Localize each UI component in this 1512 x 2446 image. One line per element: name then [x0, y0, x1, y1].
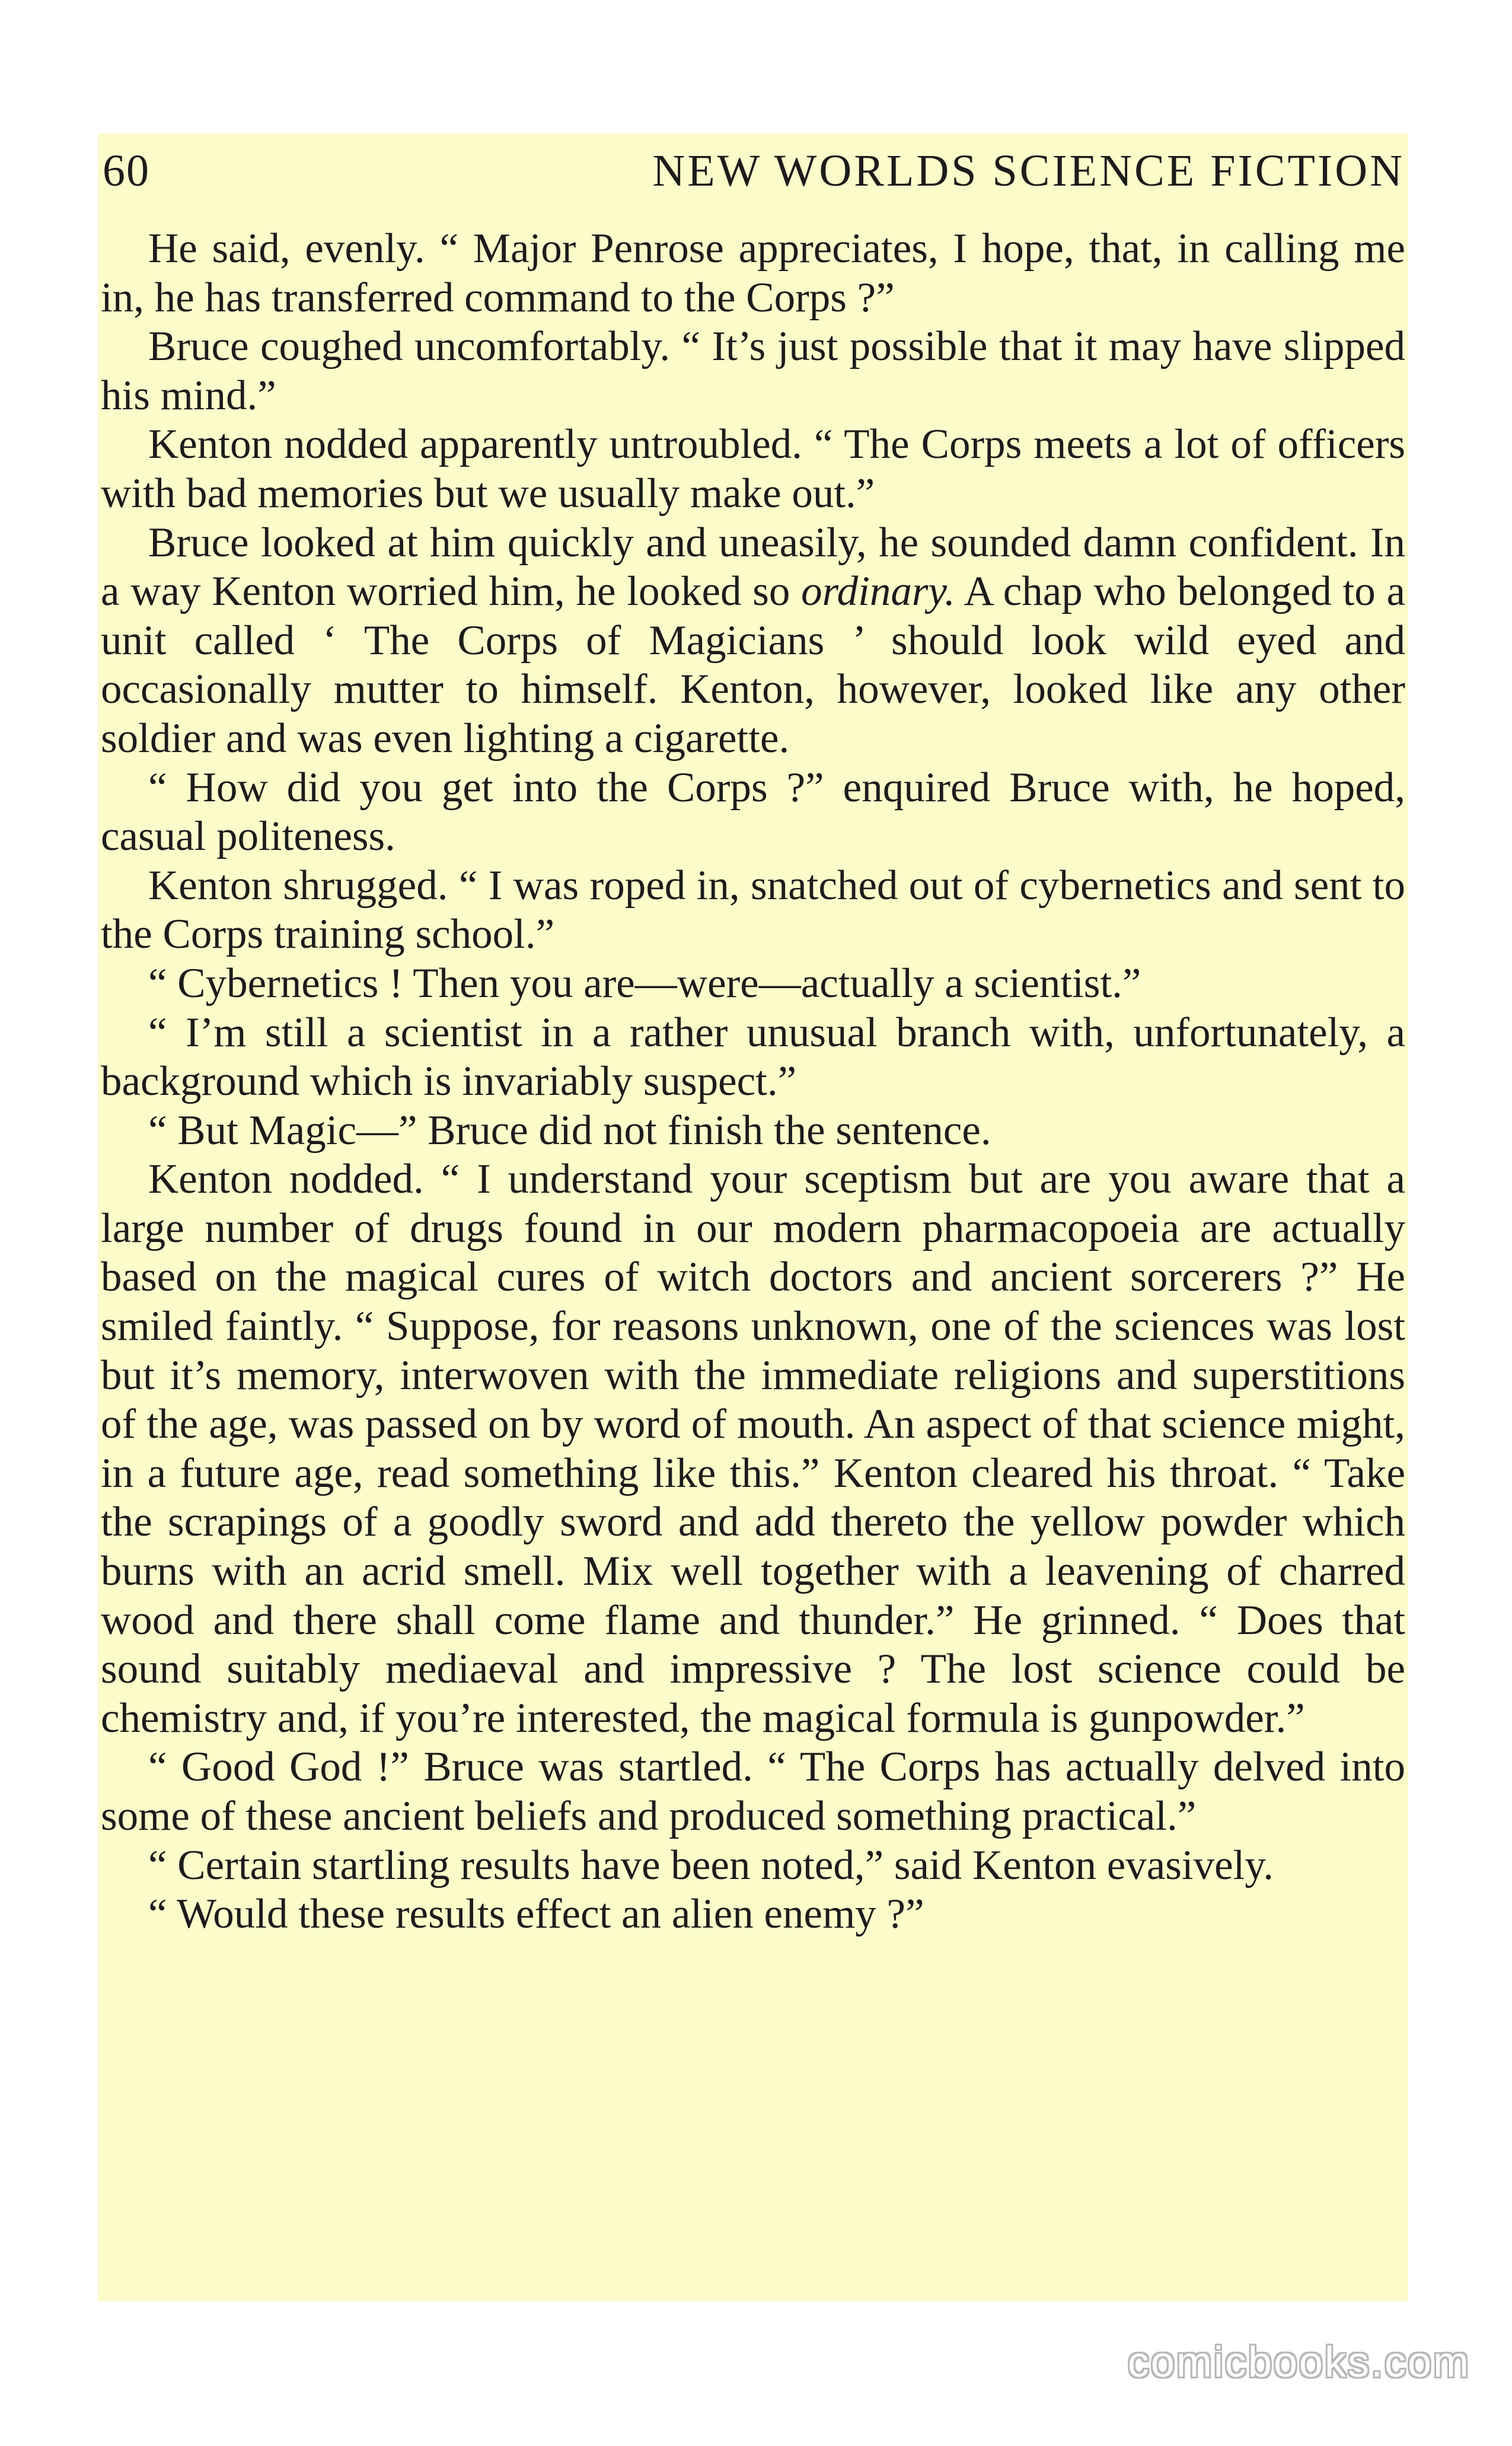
- paragraph: “ But Magic—” Bruce did not finish the sentence.: [148, 1107, 991, 1154]
- paragraph: “ Would these results effect an alien enemy ?”: [148, 1891, 924, 1938]
- paragraph: “ Certain startling results have been noted,” said Kenton evasively.: [148, 1842, 1274, 1888]
- paragraph: “ Good God !” Bruce was startled. “ The Corps has actually delved into some of these ancient beliefs and produced something practical.”: [101, 1744, 1405, 1839]
- paragraph: Kenton shrugged. “ I was roped in, snatched out of cybernetics and sent to the Corps training school.”: [101, 862, 1405, 958]
- paragraph: Bruce looked at him quickly and uneasily, he sounded damn confident. In a way Kenton worried him, he looked so ordinary. A chap who belonged to a unit called ‘ The Corps of Magicians ’ should look wild eyed and occasionally mutter to himself. Kenton, however, looked like any other soldier and was even lighting a cigarette.: [101, 519, 1405, 762]
- paragraph: “ Cybernetics ! Then you are—were—actually a scientist.”: [148, 960, 1141, 1007]
- running-title: NEW WORLDS SCIENCE FICTION: [652, 146, 1405, 196]
- paragraph: Kenton nodded. “ I understand your sceptism but are you aware that a large number of drugs found in our modern pharmacopoeia are actually based on the magical cures of witch doctors and ancient sorcerers ?” He smiled faintly. “ Suppose, for reasons unknown, one of the sciences was lost but it’s memory, interwoven with the immediate religions and superstitions of the age, was passed on by word of mouth. An aspect of that science might, in a future age, read something like this.” Kenton cleared his throat. “ Take the scrapings of a goodly sword and add thereto the yellow powder which burns with an acrid smell. Mix well together with a leavening of charred wood and there shall come flame and thunder.” He grinned. “ Does that sound suitably mediaeval and impressive ? The lost science could be chemistry and, if you’re interested, the magical formula is gunpowder.”: [101, 1156, 1405, 1741]
- paragraph: He said, evenly. “ Major Penrose appreciates, I hope, that, in calling me in, he has transferred command to the Corps ?”: [101, 225, 1405, 321]
- paragraph: Bruce coughed uncomfortably. “ It’s just possible that it may have slipped his mind.”: [101, 323, 1405, 419]
- paragraph: “ I’m still a scientist in a rather unusual branch with, unfortunately, a background which is invariably suspect.”: [101, 1009, 1405, 1105]
- watermark: comicbooks.com: [1127, 2339, 1470, 2386]
- paragraph: Kenton nodded apparently untroubled. “ The Corps meets a lot of officers with bad memories but we usually make out.”: [101, 421, 1405, 517]
- running-header: [98, 135, 1408, 206]
- paragraph: “ How did you get into the Corps ?” enquired Bruce with, he hoped, casual politeness.: [101, 764, 1405, 860]
- story-text: [101, 224, 1405, 1939]
- page-number: 60: [103, 146, 150, 196]
